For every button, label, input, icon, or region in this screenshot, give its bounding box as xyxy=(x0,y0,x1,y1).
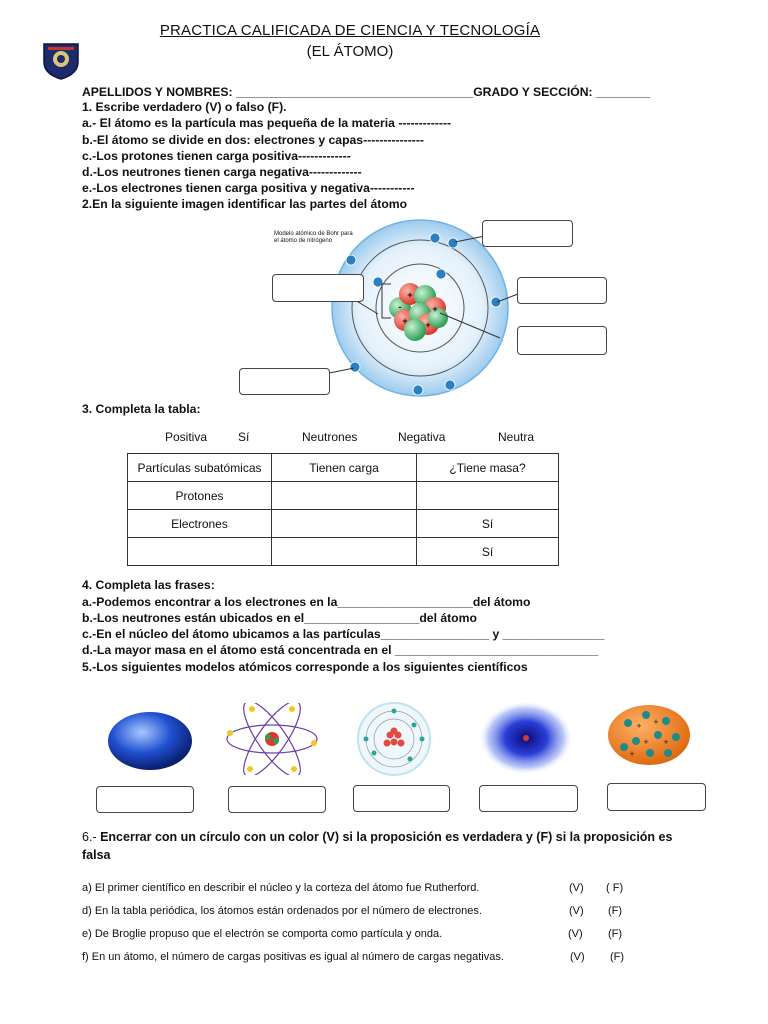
svg-text:+: + xyxy=(629,749,635,759)
svg-text:-: - xyxy=(398,302,402,312)
q4-item-a: a.-Podemos encontrar a los electrones en la____________________del átomo xyxy=(82,595,531,609)
q6-number: 6.- xyxy=(82,830,97,844)
q6-option-v[interactable]: (V) xyxy=(569,905,584,917)
q2-title: 2.En la siguiente imagen identificar las partes del átomo xyxy=(82,197,408,211)
svg-text:+: + xyxy=(663,737,669,747)
rutherford-model-image xyxy=(222,703,322,775)
q6-option-f[interactable]: (F) xyxy=(608,928,623,940)
q6-option-v[interactable]: (V) xyxy=(568,928,583,940)
q6-instruction: Encerrar con un círculo con un color (V) si la proposición es verdadera y (F) si la proposición es xyxy=(100,830,673,844)
model-answer-box-5[interactable] xyxy=(607,783,706,811)
atom-label-box-1[interactable] xyxy=(482,220,573,247)
table-cell: Protones xyxy=(128,482,272,510)
q1-title: 1. Escribe verdadero (V) o falso (F). xyxy=(82,100,287,114)
q4-item-c: c.-En el núcleo del átomo ubicamos a las partículas________________ y _______________ xyxy=(82,627,605,641)
q4-title: 4. Completa las frases: xyxy=(82,578,215,592)
q4-item-d: d.-La mayor masa en el átomo está concentrada en el ______________________________ xyxy=(82,643,599,657)
q1-item-c: c.-Los protones tienen carga positiva------------- xyxy=(82,149,351,163)
word-bank-item: Neutrones xyxy=(302,430,358,444)
svg-text:+: + xyxy=(643,737,649,747)
grade-blank[interactable]: ________ xyxy=(596,85,651,99)
model-answer-box-1[interactable] xyxy=(96,786,194,813)
model-answer-box-3[interactable] xyxy=(353,785,450,812)
table-row xyxy=(128,510,559,538)
table-cell[interactable] xyxy=(272,510,417,538)
atom-label-box-5[interactable] xyxy=(239,368,330,395)
page-title: PRACTICA CALIFICADA DE CIENCIA Y TECNOLOGÍA xyxy=(159,22,541,39)
table-cell: Sí xyxy=(417,510,559,538)
word-bank-item: Neutra xyxy=(498,430,535,444)
schrodinger-model-image xyxy=(478,700,574,776)
svg-text:+: + xyxy=(636,721,642,731)
q6-option-f[interactable]: ( F) xyxy=(606,882,624,894)
name-blank[interactable]: ___________________________________ xyxy=(235,85,474,99)
model-answer-box-2[interactable] xyxy=(228,786,326,813)
particles-table xyxy=(127,453,559,566)
q4-item-b: b.-Los neutrones están ubicados en el_________________del átomo xyxy=(82,611,477,625)
word-bank-item: Sí xyxy=(238,430,250,444)
q6-item-d: d) En la tabla periódica, los átomos están ordenados por el número de electrones. xyxy=(82,905,482,917)
grade-label: GRADO Y SECCIÓN: xyxy=(473,85,593,99)
q6-option-f[interactable]: (F) xyxy=(610,951,625,963)
page-subtitle: (EL ÁTOMO) xyxy=(306,43,394,60)
model-answer-box-4[interactable] xyxy=(479,785,578,812)
table-cell[interactable] xyxy=(417,482,559,510)
table-cell: Electrones xyxy=(128,510,272,538)
svg-text:+: + xyxy=(653,717,659,727)
q3-title: 3. Completa la tabla: xyxy=(82,402,201,416)
q6-title xyxy=(82,830,672,844)
atom-label-box-4[interactable] xyxy=(517,326,607,355)
q1-item-a: a.- El átomo es la partícula mas pequeña de la materia ------------- xyxy=(82,116,452,130)
table-header: Partículas subatómicas xyxy=(128,454,272,482)
svg-text:+: + xyxy=(425,320,431,330)
q6-option-f[interactable]: (F) xyxy=(608,905,623,917)
q5-title: 5.-Los siguientes modelos atómicos corresponde a los siguientes científicos xyxy=(82,660,528,674)
table-header-row xyxy=(128,454,559,482)
svg-text:+: + xyxy=(402,316,408,326)
atom-label-box-3[interactable] xyxy=(517,277,607,304)
name-label: APELLIDOS Y NOMBRES: xyxy=(82,85,233,99)
thomson-model-image xyxy=(606,703,692,767)
table-cell[interactable] xyxy=(272,482,417,510)
table-row xyxy=(128,482,559,510)
q6-item-e: e) De Broglie propuso que el electrón se comporta como partícula y onda. xyxy=(82,928,443,940)
table-cell: Sí xyxy=(417,538,559,566)
atom-label-box-2[interactable] xyxy=(272,274,364,302)
word-bank-item: Positiva xyxy=(165,430,208,444)
student-info-line xyxy=(82,85,650,99)
table-header: Tienen carga xyxy=(272,454,417,482)
q1-item-d: d.-Los neutrones tienen carga negativa------------- xyxy=(82,165,362,179)
table-header: ¿Tiene masa? xyxy=(417,454,559,482)
svg-text:+: + xyxy=(407,290,413,300)
svg-text:+: + xyxy=(432,304,438,314)
table-cell[interactable] xyxy=(128,538,272,566)
dalton-model-image xyxy=(105,710,195,772)
q6-option-v[interactable]: (V) xyxy=(569,882,584,894)
q6-item-a: a) El primer científico en describir el núcleo y la corteza del átomo fue Rutherford. xyxy=(82,882,480,894)
bohr-model-image xyxy=(348,701,440,777)
table-cell[interactable] xyxy=(272,538,417,566)
table-row xyxy=(128,538,559,566)
q6-item-f: f) En un átomo, el número de cargas positivas es igual al número de cargas negativas. xyxy=(82,951,504,963)
diagram-caption: Modelo atómico de Bohr para el átomo de nitrógeno xyxy=(274,231,353,244)
q6-title-cont: falsa xyxy=(82,848,111,862)
word-bank-item: Negativa xyxy=(398,430,446,444)
q6-option-v[interactable]: (V) xyxy=(570,951,585,963)
q1-item-b: b.-El átomo se divide en dos: electrones y capas--------------- xyxy=(82,133,424,147)
q1-item-e: e.-Los electrones tienen carga positiva y negativa----------- xyxy=(82,181,415,195)
